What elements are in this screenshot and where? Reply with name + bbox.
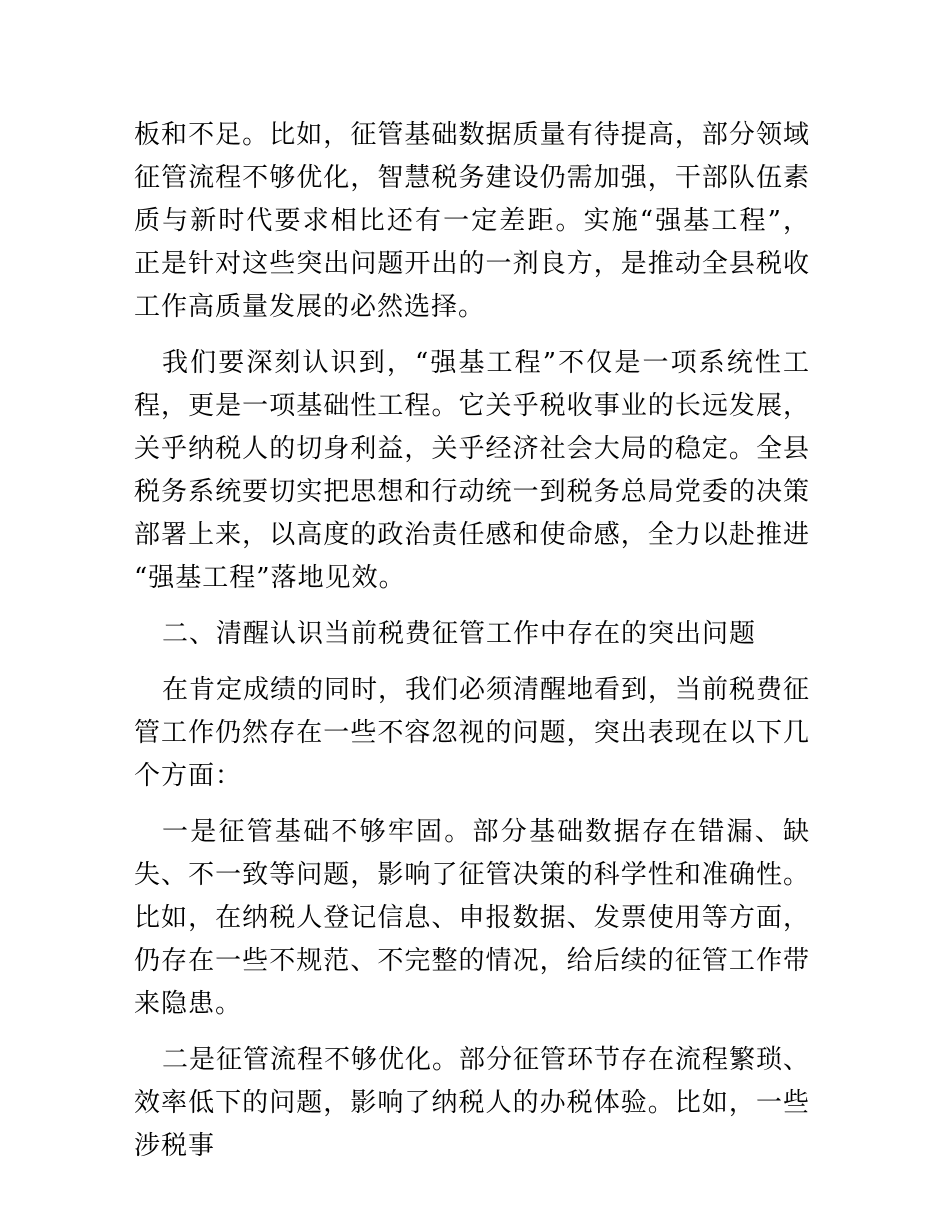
- paragraph: 我们要深刻认识到，“强基工程”不仅是一项系统性工程，更是一项基础性工程。它关乎税收事业的长远发展，关乎纳税人的切身利益，关乎经济社会大局的稳定。全县税务系统要切实把思想和行动统一到税务总局党委的决策部署上来，以高度的政治责任感和使命感，全力以赴推进“强基工程”落地见效。: [134, 348, 810, 593]
- paragraph-continuation: 板和不足。比如，征管基础数据质量有待提高，部分领域征管流程不够优化，智慧税务建设仍需加强，干部队伍素质与新时代要求相比还有一定差距。实施“强基工程”，正是针对这些突出问题开出的一剂良方，是推动全县税收工作高质量发展的必然选择。: [134, 120, 810, 322]
- paragraph: 一是征管基础不够牢固。部分基础数据存在错漏、缺失、不一致等问题，影响了征管决策的科学性和准确性。比如，在纳税人登记信息、申报数据、发票使用等方面，仍存在一些不规范、不完整的情况，给后续的征管工作带来隐患。: [134, 817, 810, 1019]
- paragraph-cut-off: 二是征管流程不够优化。部分征管环节存在流程繁琐、效率低下的问题，影响了纳税人的办税体验。比如，一些涉税事: [134, 1045, 811, 1161]
- paragraph: 在肯定成绩的同时，我们必须清醒地看到，当前税费征管工作仍然存在一些不容忽视的问题，突出表现在以下几个方面：: [134, 675, 811, 791]
- section-heading: 二、清醒认识当前税费征管工作中存在的突出问题: [162, 619, 757, 649]
- document-body: [134, 114, 810, 1181]
